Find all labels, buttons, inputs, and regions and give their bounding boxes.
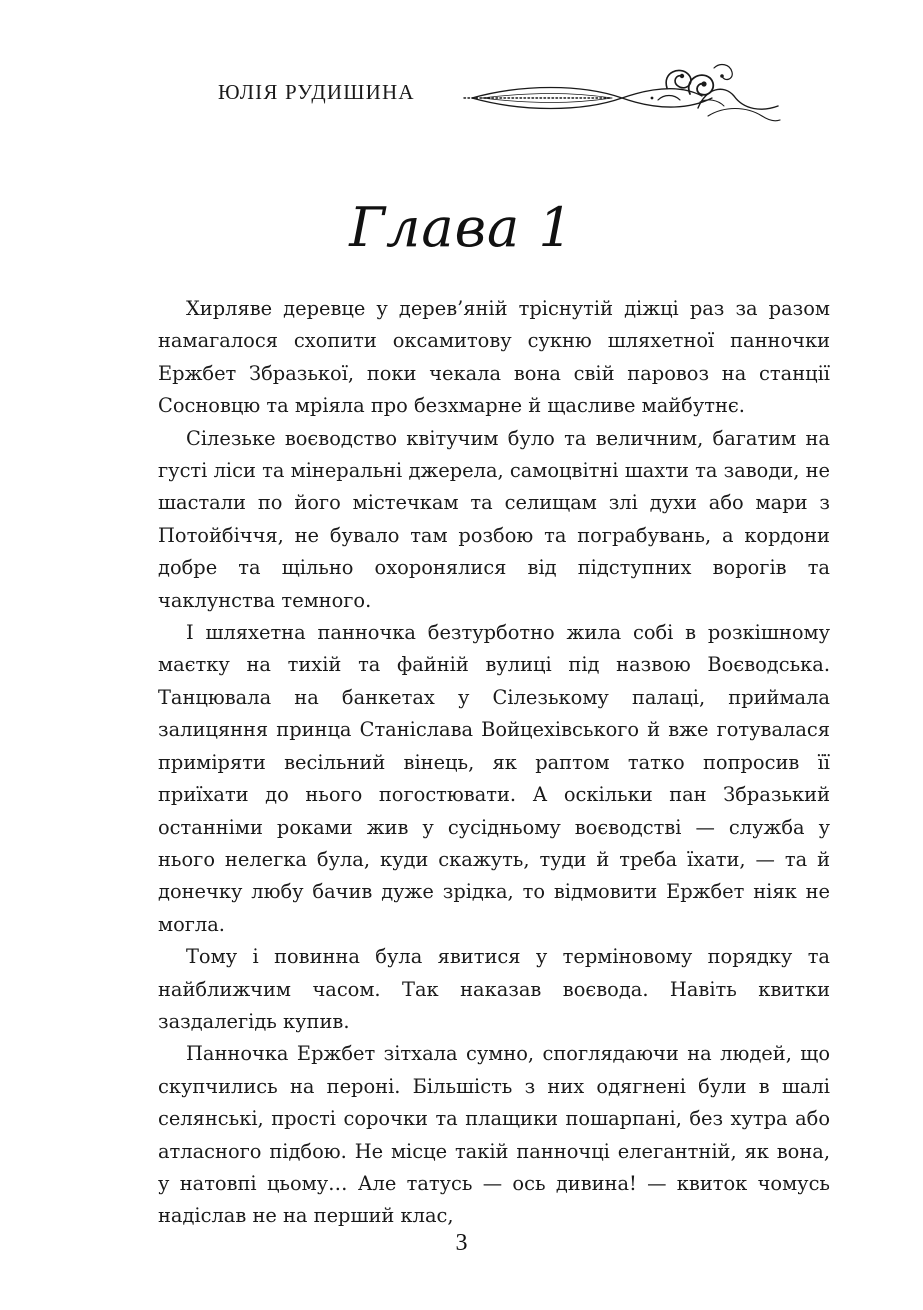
paragraph: Сілезьке воєводство квітучим було та величним, багатим на густі ліси та мінеральні джерела, самоцвітні шахти та заводи, не шастали по його містечкам та селищам злі духи або мари з Потойбіччя, не бувало там розбою та пограбувань, а кордони добре та щільно охоронялися від підступних ворогів та чаклунства темного. xyxy=(158,426,830,612)
chapter-title: Глава 1 xyxy=(349,196,574,259)
page-number: 3 xyxy=(455,1230,468,1256)
paragraph: Панночка Ержбет зітхала сумно, споглядаючи на людей, що скупчились на пероні. Більшість з них одягнені були в шалі селянські, прості сорочки та плащики пошарпані, без хутра або атласного підбою. Не місце такій панночці елегантній, як вона, у натовпі цьому… Але татусь — ось дивина! — квиток чомусь надіслав не на перший клас, xyxy=(158,1042,830,1228)
paragraph: Хирляве деревце у дерев’яній тріснутій діжці раз за разом намагалося схопити оксамитову сукню шляхетної панночки Ержбет Збразької, поки чекала вона свій паровоз на станції Сосновцю та мріяла про безхмарне й щасливе майбутнє. xyxy=(158,297,830,418)
paragraph: І шляхетна панночка безтурботно жила собі в розкішному маєтку на тихій та файній вулиці під назвою Воєводська. Танцювала на банкетах у Сілезькому палаці, приймала залицяння принца Станіслава Войцехівського й вже готувалася приміряти весільний вінець, як раптом татко попросив її приїхати до нього погостювати. А оскільки пан Збразький останніми роками жив у сусідньому воєводстві — служба у нього нелегка була, куди скажуть, туди й треба їхати, — та й донечку любу бачив дуже зрідка, то відмовити Ержбет ніяк не могла. xyxy=(158,621,830,936)
running-head-author: ЮЛІЯ РУДИШИНА xyxy=(218,80,415,104)
paragraph: Тому і повинна була явитися у терміновому порядку та найближчим часом. Так наказав воєвода. Навіть квитки заздалегідь купив. xyxy=(158,945,830,1033)
body-text xyxy=(158,293,830,1233)
flourish-swirl-ornament-icon xyxy=(462,58,782,134)
